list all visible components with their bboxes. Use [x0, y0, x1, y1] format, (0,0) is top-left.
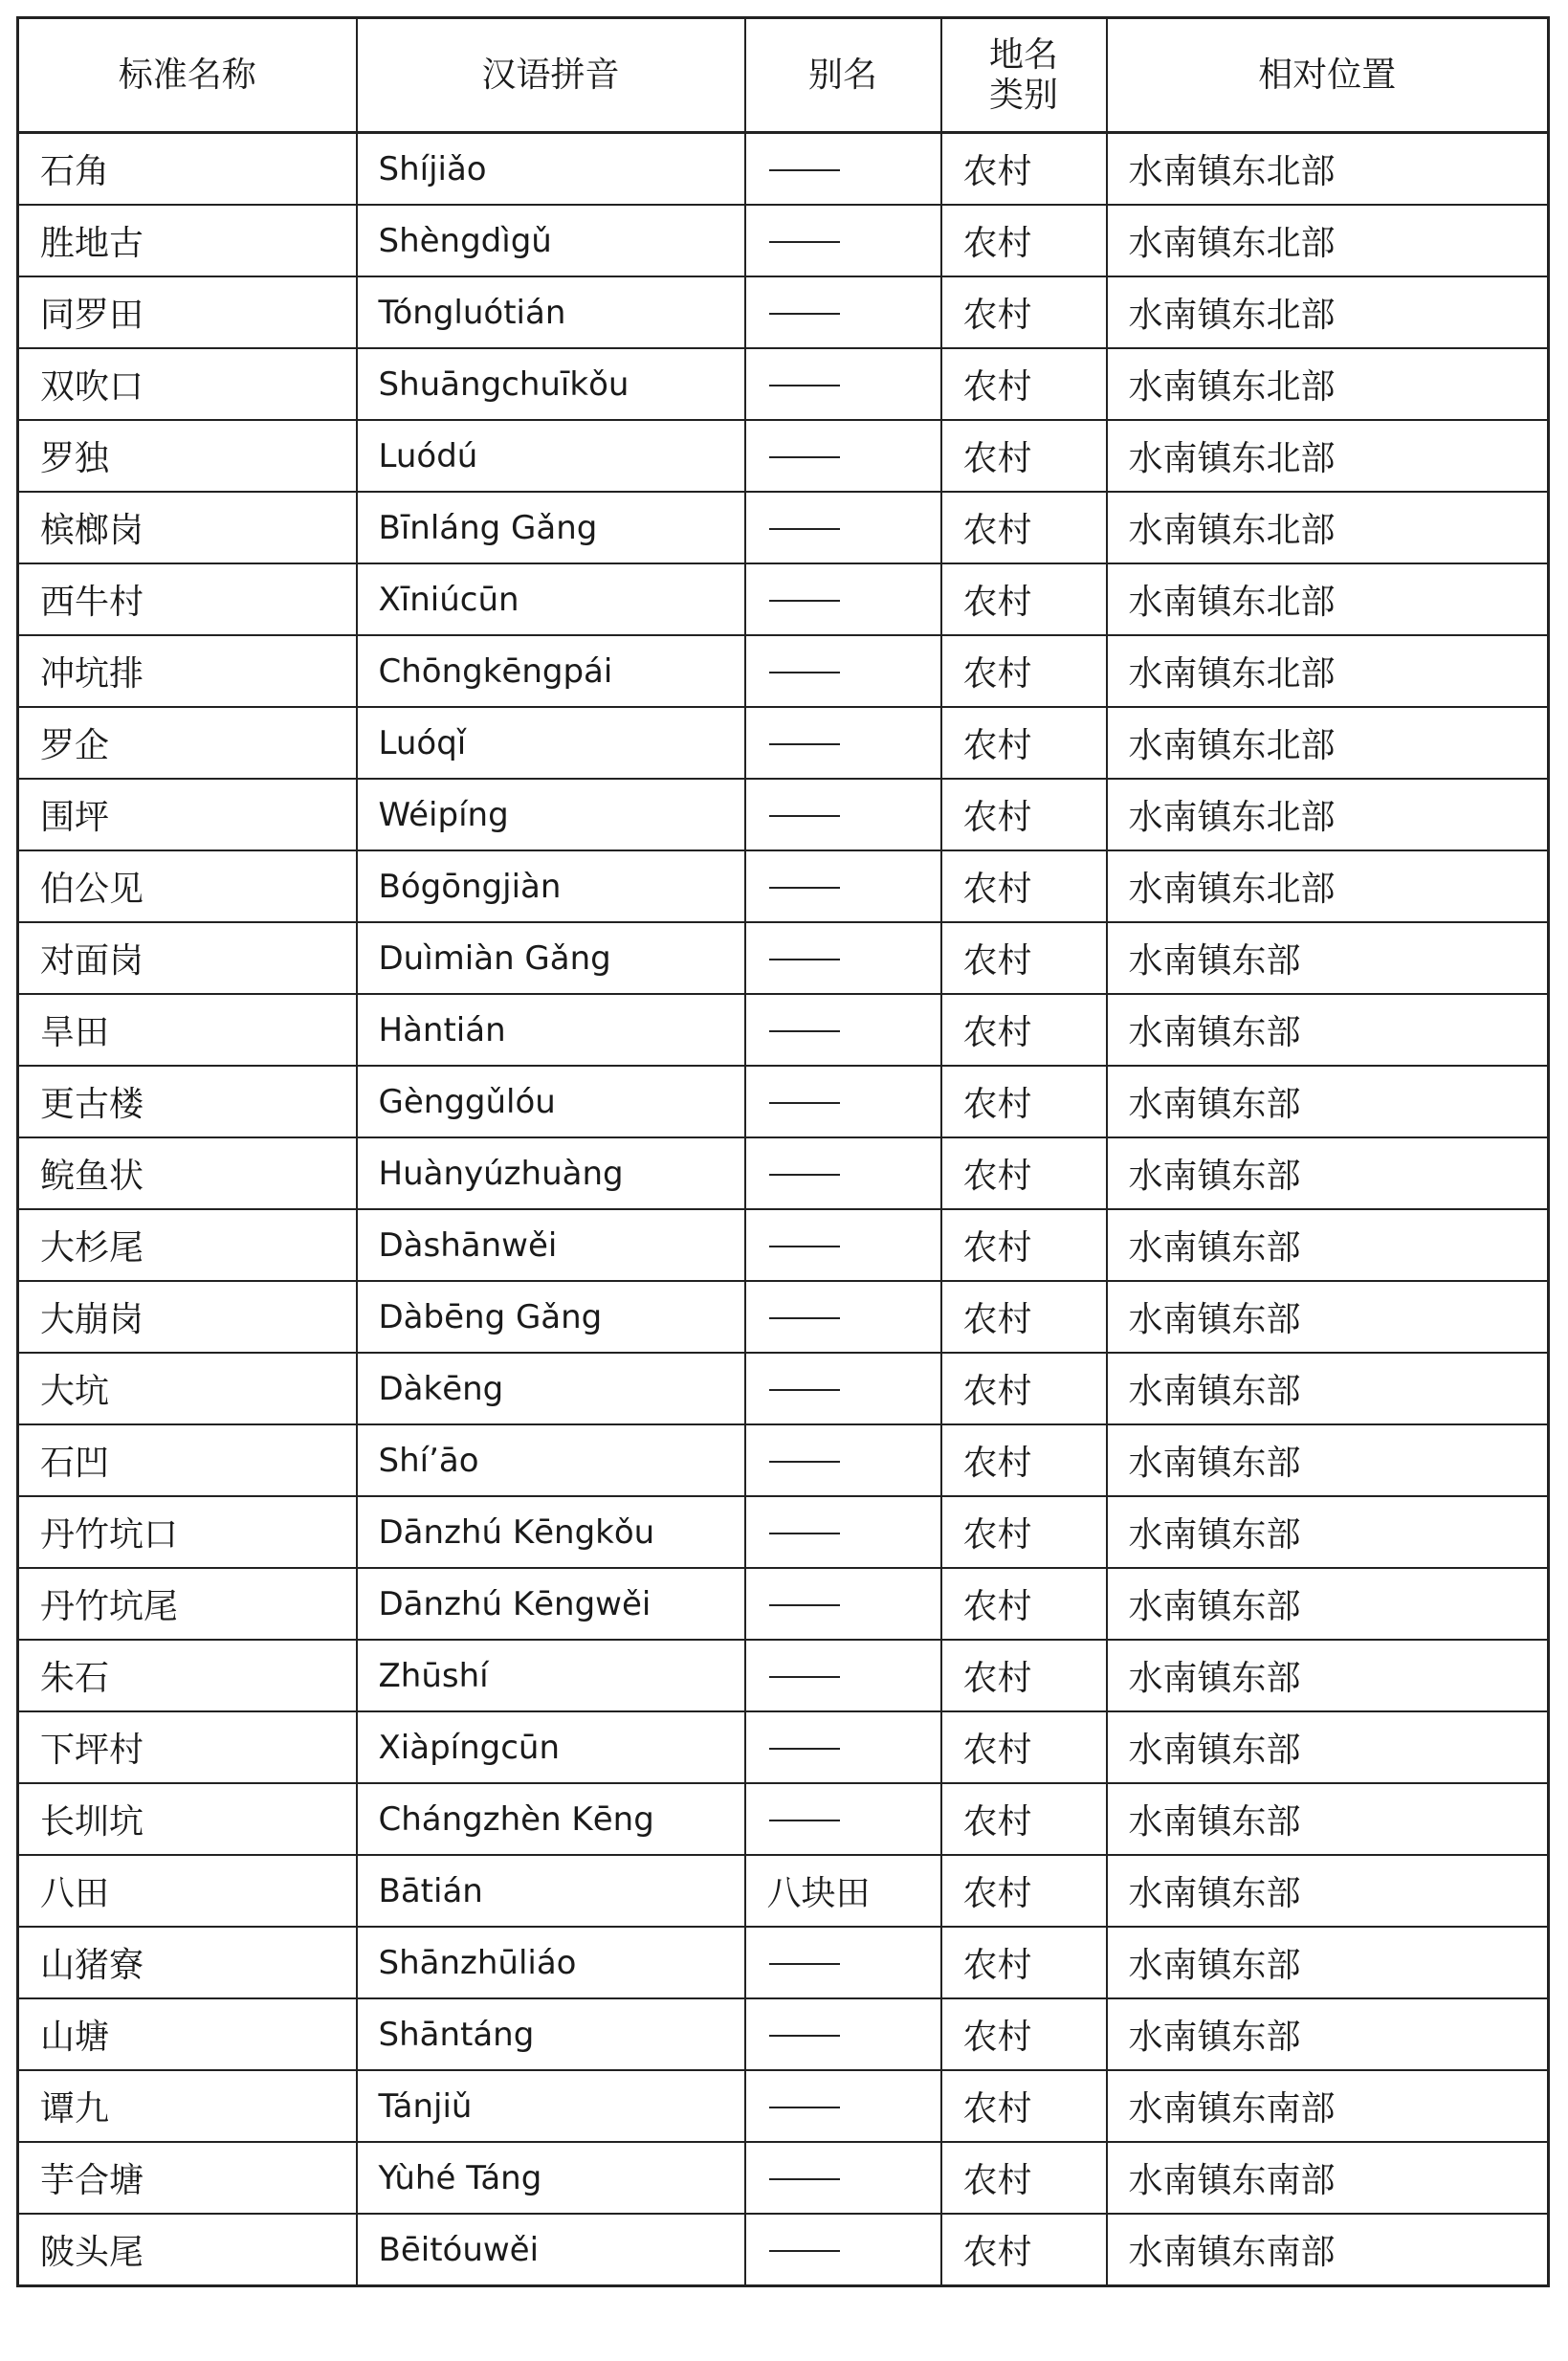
- cell-standard-name: 山塘: [18, 1998, 357, 2070]
- cell-standard-name: 长圳坑: [18, 1783, 357, 1855]
- cell-standard-name: 冲坑排: [18, 635, 357, 707]
- empty-dash: [769, 1174, 840, 1176]
- cell-pinyin: Dàbēng Gǎng: [357, 1281, 745, 1353]
- cell-pinyin: Huànyúzhuàng: [357, 1137, 745, 1209]
- cell-alias: [745, 348, 941, 420]
- cell-alias: [745, 1209, 941, 1281]
- cell-category: 农村: [941, 1711, 1107, 1783]
- header-standard-name: 标准名称: [18, 18, 357, 133]
- table-row: [18, 1209, 1549, 1281]
- cell-alias: [745, 1353, 941, 1424]
- cell-standard-name: 朱石: [18, 1640, 357, 1711]
- empty-dash: [769, 1461, 840, 1463]
- empty-dash: [769, 672, 840, 673]
- empty-dash: [769, 1820, 840, 1821]
- cell-standard-name: 西牛村: [18, 563, 357, 635]
- header-category: [941, 18, 1107, 133]
- cell-alias: [745, 492, 941, 563]
- empty-dash: [769, 1317, 840, 1319]
- empty-dash: [769, 1748, 840, 1750]
- cell-relative-location: 水南镇东南部: [1107, 2070, 1549, 2142]
- cell-alias: [745, 1281, 941, 1353]
- header-alias: 别名: [745, 18, 941, 133]
- cell-relative-location: 水南镇东部: [1107, 1927, 1549, 1998]
- table-row: [18, 276, 1549, 348]
- table-row: [18, 1640, 1549, 1711]
- empty-dash: [769, 1246, 840, 1247]
- cell-relative-location: 水南镇东部: [1107, 1137, 1549, 1209]
- header-relative-location: 相对位置: [1107, 18, 1549, 133]
- cell-relative-location: 水南镇东北部: [1107, 850, 1549, 922]
- cell-relative-location: 水南镇东部: [1107, 1783, 1549, 1855]
- cell-standard-name: 丹竹坑尾: [18, 1568, 357, 1640]
- cell-category: 农村: [941, 492, 1107, 563]
- cell-alias: [745, 2070, 941, 2142]
- empty-dash: [769, 2178, 840, 2180]
- cell-category: 农村: [941, 707, 1107, 779]
- cell-category: 农村: [941, 1496, 1107, 1568]
- cell-category: 农村: [941, 2214, 1107, 2286]
- cell-alias: [745, 563, 941, 635]
- cell-standard-name: 大坑: [18, 1353, 357, 1424]
- empty-dash: [769, 169, 840, 171]
- cell-standard-name: 下坪村: [18, 1711, 357, 1783]
- cell-relative-location: 水南镇东北部: [1107, 492, 1549, 563]
- table-header: [18, 18, 1549, 133]
- table-row: [18, 1496, 1549, 1568]
- cell-pinyin: Dānzhú Kēngwěi: [357, 1568, 745, 1640]
- cell-category: 农村: [941, 850, 1107, 922]
- cell-standard-name: 旱田: [18, 994, 357, 1066]
- cell-alias: [745, 1137, 941, 1209]
- cell-standard-name: 伯公见: [18, 850, 357, 922]
- table-row: [18, 492, 1549, 563]
- empty-dash: [769, 959, 840, 960]
- cell-pinyin: Tóngluótián: [357, 276, 745, 348]
- cell-standard-name: 山猪寮: [18, 1927, 357, 1998]
- cell-relative-location: 水南镇东北部: [1107, 276, 1549, 348]
- place-names-table: [16, 16, 1550, 2287]
- empty-dash: [769, 1389, 840, 1391]
- cell-pinyin: Shāntáng: [357, 1998, 745, 2070]
- cell-pinyin: Dàshānwěi: [357, 1209, 745, 1281]
- cell-standard-name: 大杉尾: [18, 1209, 357, 1281]
- cell-standard-name: 胜地古: [18, 205, 357, 276]
- table-row: [18, 1711, 1549, 1783]
- cell-relative-location: 水南镇东北部: [1107, 779, 1549, 850]
- cell-category: 农村: [941, 1066, 1107, 1137]
- cell-pinyin: Dàkēng: [357, 1353, 745, 1424]
- cell-standard-name: 鲩鱼状: [18, 1137, 357, 1209]
- table-row: [18, 348, 1549, 420]
- cell-alias: [745, 1998, 941, 2070]
- cell-pinyin: Dānzhú Kēngkǒu: [357, 1496, 745, 1568]
- cell-pinyin: Wéipíng: [357, 779, 745, 850]
- cell-standard-name: 双吹口: [18, 348, 357, 420]
- cell-relative-location: 水南镇东部: [1107, 1066, 1549, 1137]
- table-row: [18, 1568, 1549, 1640]
- empty-dash: [769, 815, 840, 817]
- cell-pinyin: Luódú: [357, 420, 745, 492]
- header-category-line2: 类别: [988, 75, 1058, 115]
- cell-standard-name: 丹竹坑口: [18, 1496, 357, 1568]
- cell-category: 农村: [941, 205, 1107, 276]
- cell-category: 农村: [941, 563, 1107, 635]
- cell-standard-name: 石凹: [18, 1424, 357, 1496]
- cell-pinyin: Shānzhūliáo: [357, 1927, 745, 1998]
- cell-alias: [745, 1783, 941, 1855]
- empty-dash: [769, 2035, 840, 2037]
- cell-standard-name: 陂头尾: [18, 2214, 357, 2286]
- empty-dash: [769, 1604, 840, 1606]
- table-row: [18, 2214, 1549, 2286]
- table-row: [18, 1353, 1549, 1424]
- table-row: [18, 2070, 1549, 2142]
- cell-standard-name: 更古楼: [18, 1066, 357, 1137]
- cell-relative-location: 水南镇东北部: [1107, 563, 1549, 635]
- cell-alias: [745, 779, 941, 850]
- cell-pinyin: Xīniúcūn: [357, 563, 745, 635]
- cell-alias: [745, 133, 941, 206]
- table-row: [18, 1998, 1549, 2070]
- table-row: [18, 1927, 1549, 1998]
- empty-dash: [769, 1676, 840, 1678]
- table-row: [18, 1137, 1549, 1209]
- table-row: [18, 1783, 1549, 1855]
- cell-standard-name: 石角: [18, 133, 357, 206]
- table-row: [18, 420, 1549, 492]
- cell-alias: [745, 276, 941, 348]
- cell-pinyin: Gènggǔlóu: [357, 1066, 745, 1137]
- empty-dash: [769, 1963, 840, 1965]
- cell-category: 农村: [941, 1137, 1107, 1209]
- cell-category: 农村: [941, 635, 1107, 707]
- cell-alias: [745, 707, 941, 779]
- header-category-line1: 地名: [988, 34, 1058, 75]
- cell-alias: [745, 1568, 941, 1640]
- table-row: [18, 922, 1549, 994]
- cell-relative-location: 水南镇东南部: [1107, 2214, 1549, 2286]
- cell-standard-name: 罗企: [18, 707, 357, 779]
- cell-relative-location: 水南镇东部: [1107, 1496, 1549, 1568]
- cell-relative-location: 水南镇东北部: [1107, 205, 1549, 276]
- empty-dash: [769, 2250, 840, 2252]
- cell-category: 农村: [941, 922, 1107, 994]
- cell-alias: [745, 1424, 941, 1496]
- cell-relative-location: 水南镇东部: [1107, 1424, 1549, 1496]
- cell-relative-location: 水南镇东部: [1107, 1353, 1549, 1424]
- cell-pinyin: Shèngdìgǔ: [357, 205, 745, 276]
- cell-relative-location: 水南镇东部: [1107, 1568, 1549, 1640]
- cell-standard-name: 罗独: [18, 420, 357, 492]
- table-body: [18, 133, 1549, 2286]
- cell-pinyin: Bīnláng Gǎng: [357, 492, 745, 563]
- cell-pinyin: Bātián: [357, 1855, 745, 1927]
- cell-pinyin: Chōngkēngpái: [357, 635, 745, 707]
- table-row: [18, 635, 1549, 707]
- cell-alias: [745, 205, 941, 276]
- cell-standard-name: 对面岗: [18, 922, 357, 994]
- cell-standard-name: 同罗田: [18, 276, 357, 348]
- cell-pinyin: Luóqǐ: [357, 707, 745, 779]
- empty-dash: [769, 743, 840, 745]
- table-row: [18, 850, 1549, 922]
- cell-relative-location: 水南镇东南部: [1107, 2142, 1549, 2214]
- cell-category: 农村: [941, 1998, 1107, 2070]
- cell-alias: [745, 420, 941, 492]
- cell-alias: [745, 635, 941, 707]
- cell-alias: [745, 922, 941, 994]
- cell-alias: [745, 1066, 941, 1137]
- cell-relative-location: 水南镇东北部: [1107, 348, 1549, 420]
- empty-dash: [769, 600, 840, 602]
- cell-relative-location: 水南镇东部: [1107, 1281, 1549, 1353]
- cell-category: 农村: [941, 276, 1107, 348]
- cell-alias: 八块田: [745, 1855, 941, 1927]
- table-row: [18, 1066, 1549, 1137]
- empty-dash: [769, 241, 840, 243]
- cell-standard-name: 围坪: [18, 779, 357, 850]
- cell-category: 农村: [941, 420, 1107, 492]
- cell-standard-name: 芋合塘: [18, 2142, 357, 2214]
- cell-alias: [745, 1640, 941, 1711]
- header-row: [18, 18, 1549, 133]
- cell-relative-location: 水南镇东部: [1107, 922, 1549, 994]
- cell-pinyin: Xiàpíngcūn: [357, 1711, 745, 1783]
- cell-standard-name: 槟榔岗: [18, 492, 357, 563]
- cell-category: 农村: [941, 1424, 1107, 1496]
- cell-pinyin: Shuāngchuīkǒu: [357, 348, 745, 420]
- cell-pinyin: Duìmiàn Gǎng: [357, 922, 745, 994]
- cell-category: 农村: [941, 2070, 1107, 2142]
- cell-alias: [745, 2214, 941, 2286]
- cell-category: 农村: [941, 1783, 1107, 1855]
- cell-pinyin: Hàntián: [357, 994, 745, 1066]
- cell-relative-location: 水南镇东北部: [1107, 420, 1549, 492]
- empty-dash: [769, 887, 840, 889]
- cell-relative-location: 水南镇东部: [1107, 1998, 1549, 2070]
- cell-category: 农村: [941, 1281, 1107, 1353]
- cell-category: 农村: [941, 133, 1107, 206]
- cell-relative-location: 水南镇东部: [1107, 994, 1549, 1066]
- cell-pinyin: Chángzhèn Kēng: [357, 1783, 745, 1855]
- cell-relative-location: 水南镇东北部: [1107, 133, 1549, 206]
- cell-category: 农村: [941, 994, 1107, 1066]
- cell-pinyin: Zhūshí: [357, 1640, 745, 1711]
- cell-relative-location: 水南镇东部: [1107, 1209, 1549, 1281]
- cell-alias: [745, 1711, 941, 1783]
- cell-pinyin: Tánjiǔ: [357, 2070, 745, 2142]
- table-row: [18, 1855, 1549, 1927]
- cell-relative-location: 水南镇东北部: [1107, 707, 1549, 779]
- empty-dash: [769, 1102, 840, 1104]
- cell-standard-name: 大崩岗: [18, 1281, 357, 1353]
- cell-standard-name: 谭九: [18, 2070, 357, 2142]
- cell-category: 农村: [941, 2142, 1107, 2214]
- table-row: [18, 563, 1549, 635]
- empty-dash: [769, 1533, 840, 1534]
- cell-category: 农村: [941, 1209, 1107, 1281]
- cell-relative-location: 水南镇东部: [1107, 1855, 1549, 1927]
- cell-alias: [745, 1496, 941, 1568]
- table-row: [18, 205, 1549, 276]
- cell-relative-location: 水南镇东部: [1107, 1640, 1549, 1711]
- cell-pinyin: Bēitóuwěi: [357, 2214, 745, 2286]
- table-row: [18, 994, 1549, 1066]
- cell-standard-name: 八田: [18, 1855, 357, 1927]
- cell-relative-location: 水南镇东部: [1107, 1711, 1549, 1783]
- empty-dash: [769, 456, 840, 458]
- cell-category: 农村: [941, 1927, 1107, 1998]
- table-row: [18, 133, 1549, 206]
- cell-category: 农村: [941, 1353, 1107, 1424]
- empty-dash: [769, 2107, 840, 2108]
- cell-category: 农村: [941, 1640, 1107, 1711]
- cell-category: 农村: [941, 348, 1107, 420]
- table-row: [18, 2142, 1549, 2214]
- table-row: [18, 707, 1549, 779]
- table-row: [18, 779, 1549, 850]
- cell-alias: [745, 2142, 941, 2214]
- header-pinyin: 汉语拼音: [357, 18, 745, 133]
- empty-dash: [769, 528, 840, 530]
- cell-pinyin: Shí’āo: [357, 1424, 745, 1496]
- cell-relative-location: 水南镇东北部: [1107, 635, 1549, 707]
- cell-alias: [745, 850, 941, 922]
- cell-pinyin: Shíjiǎo: [357, 133, 745, 206]
- table-row: [18, 1424, 1549, 1496]
- cell-category: 农村: [941, 1855, 1107, 1927]
- table-row: [18, 1281, 1549, 1353]
- empty-dash: [769, 1030, 840, 1032]
- cell-pinyin: Bógōngjiàn: [357, 850, 745, 922]
- cell-pinyin: Yùhé Táng: [357, 2142, 745, 2214]
- empty-dash: [769, 313, 840, 315]
- cell-alias: [745, 994, 941, 1066]
- place-names-table-wrapper: [16, 16, 1547, 2287]
- cell-category: 农村: [941, 1568, 1107, 1640]
- empty-dash: [769, 385, 840, 386]
- cell-category: 农村: [941, 779, 1107, 850]
- cell-alias: [745, 1927, 941, 1998]
